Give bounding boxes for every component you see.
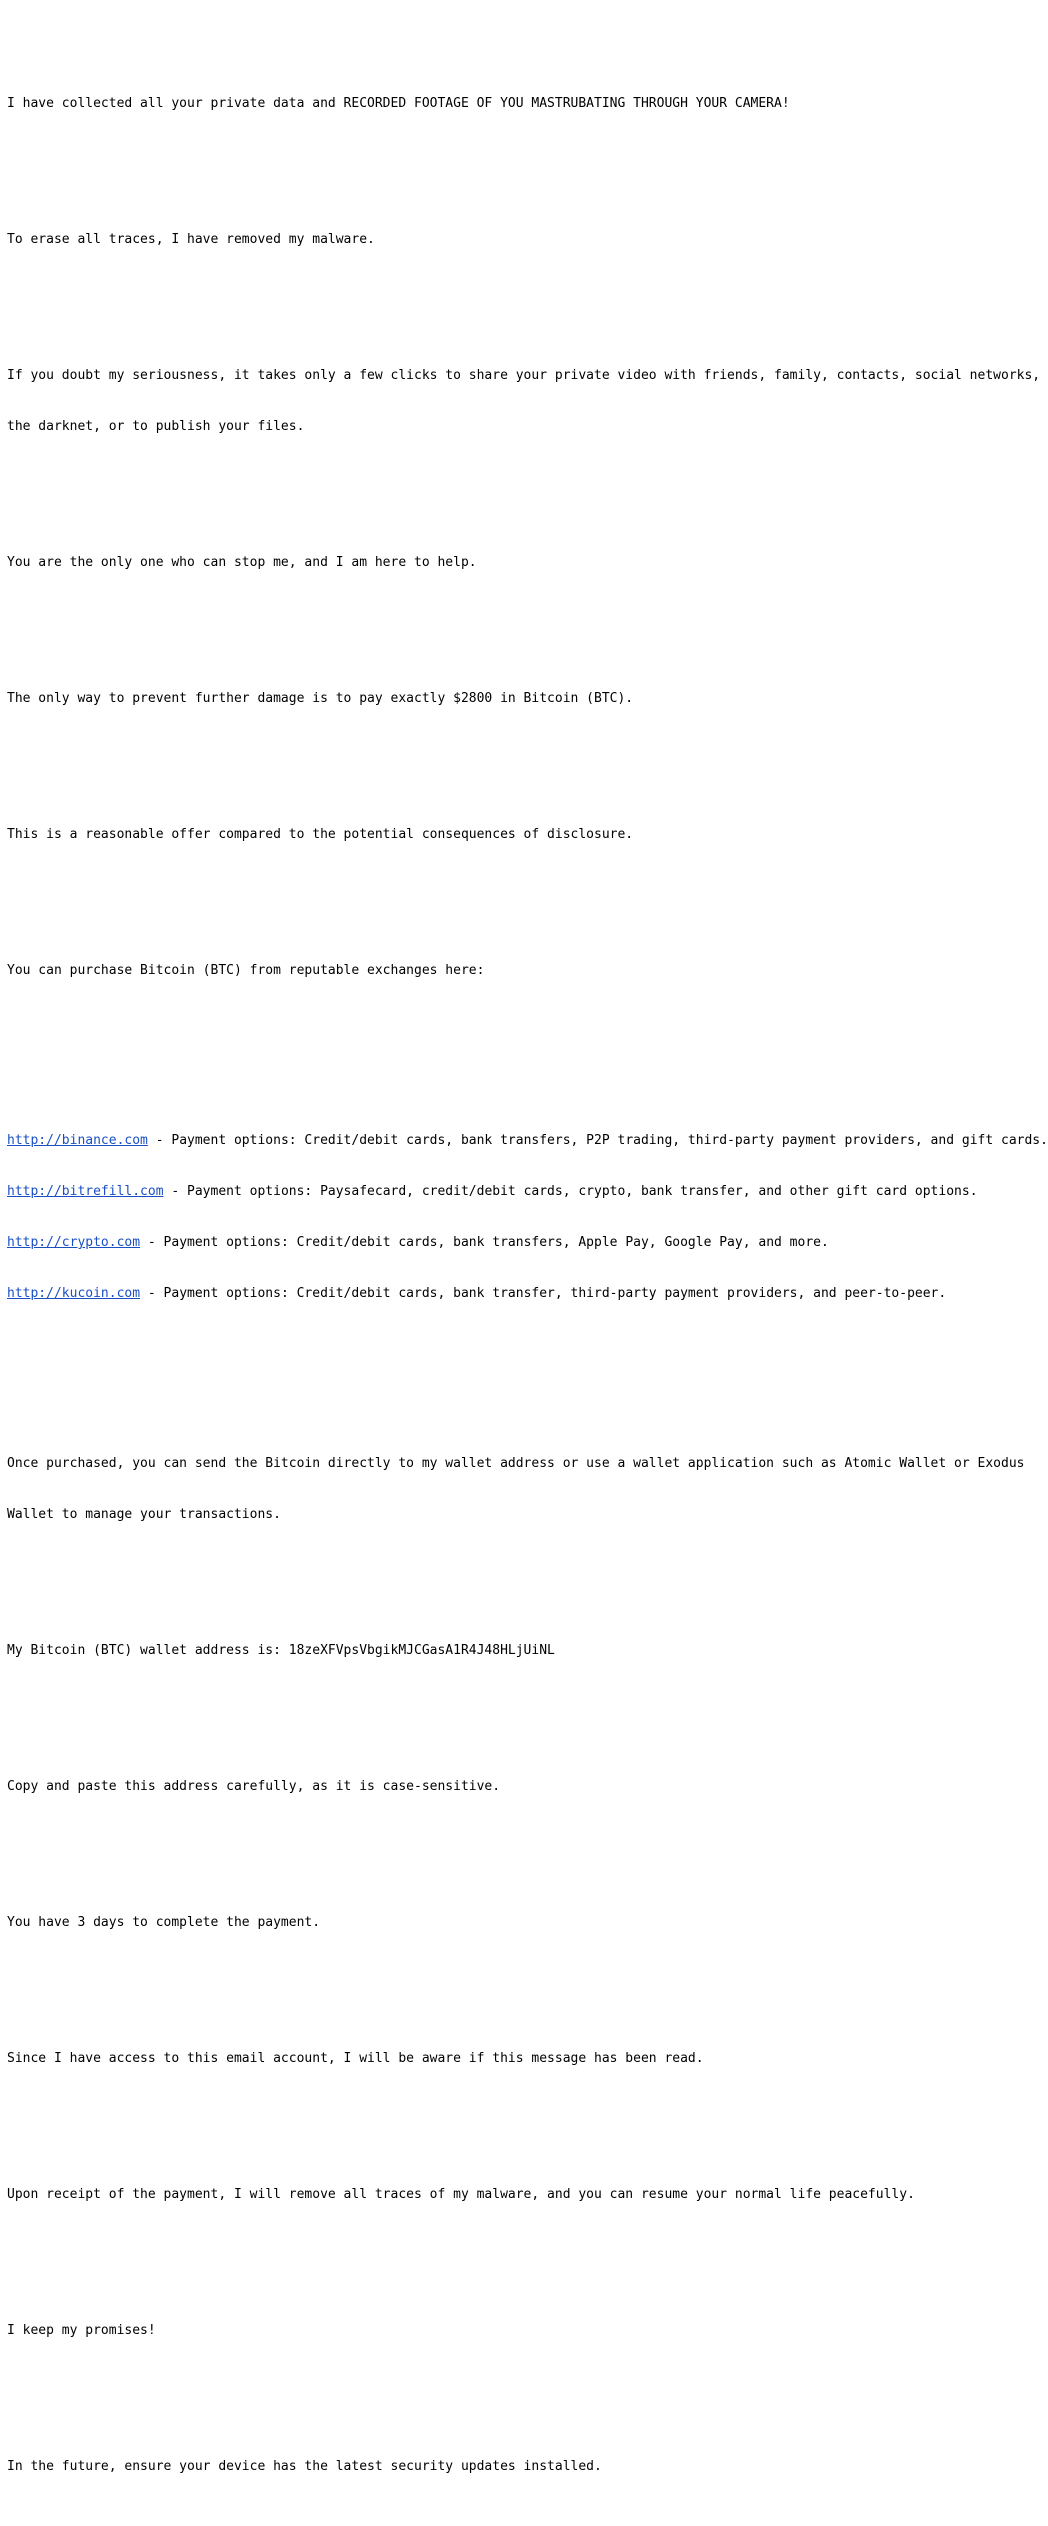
paragraph-erase	[7, 197, 1043, 282]
paragraph-promise	[7, 2288, 1043, 2373]
exchange-link-bitrefill[interactable]: http://bitrefill.com	[7, 1184, 164, 1199]
exchange-item	[7, 1183, 1043, 1200]
exchange-link-binance[interactable]: http://binance.com	[7, 1133, 148, 1148]
exchange-item	[7, 1132, 1048, 1149]
paragraph-threat	[7, 333, 1043, 469]
paragraph-access	[7, 2016, 1043, 2101]
paragraph-security-advice	[7, 2424, 1043, 2509]
text-line: Upon receipt of the payment, I will remove all traces of my malware, and you can resume your normal life peacefully.	[7, 2187, 915, 2202]
text-line: I keep my promises!	[7, 2323, 156, 2338]
exchange-desc: - Payment options: Credit/debit cards, bank transfer, third-party payment providers, and peer-to-peer.	[140, 1286, 947, 1301]
paragraph-only-one	[7, 520, 1043, 605]
exchange-desc: - Payment options: Credit/debit cards, bank transfers, Apple Pay, Google Pay, and more.	[140, 1235, 829, 1250]
text-line: To erase all traces, I have removed my malware.	[7, 232, 375, 247]
text-line: If you doubt my seriousness, it takes only a few clicks to share your private video with friends, family, contacts, social networks,	[7, 368, 1041, 383]
text-line: Wallet to manage your transactions.	[7, 1507, 281, 1522]
text-line: the darknet, or to publish your files.	[7, 419, 305, 434]
text-line: Copy and paste this address carefully, as it is case-sensitive.	[7, 1779, 501, 1794]
text-line: This is a reasonable offer compared to the potential consequences of disclosure.	[7, 827, 634, 842]
exchange-link-crypto[interactable]: http://crypto.com	[7, 1235, 141, 1250]
paragraph-deadline	[7, 1880, 1043, 1965]
paragraph-exchanges-intro	[7, 928, 1043, 1013]
exchange-desc: - Payment options: Paysafecard, credit/debit cards, crypto, bank transfer, and other gift card options.	[163, 1184, 978, 1199]
text-line: You are the only one who can stop me, and I am here to help.	[7, 555, 477, 570]
text-line: I have collected all your private data and RECORDED FOOTAGE OF YOU MASTRUBATING THROUGH YOUR CAMERA!	[7, 96, 790, 111]
paragraph-send-instructions	[7, 1421, 1043, 1557]
paragraph-demand	[7, 656, 1043, 741]
exchange-item	[7, 1285, 1043, 1302]
exchange-item	[7, 1234, 1043, 1251]
text-line: You have 3 days to complete the payment.	[7, 1915, 321, 1930]
text-line: Once purchased, you can send the Bitcoin directly to my wallet address or use a wallet application such as Atomic Wallet or Exodus	[7, 1456, 1025, 1471]
paragraph-receipt	[7, 2152, 1043, 2237]
text-line: The only way to prevent further damage is to pay exactly $2800 in Bitcoin (BTC).	[7, 691, 634, 706]
paragraph-offer	[7, 792, 1043, 877]
paragraph-wallet-address	[7, 1608, 1043, 1693]
text-line: In the future, ensure your device has the latest security updates installed.	[7, 2459, 602, 2474]
exchange-link-kucoin[interactable]: http://kucoin.com	[7, 1286, 141, 1301]
text-line: My Bitcoin (BTC) wallet address is: 18zeXFVpsVbgikMJCGasA1R4J48HLjUiNL	[7, 1643, 555, 1658]
text-line: Since I have access to this email account, I will be aware if this message has been read.	[7, 2051, 704, 2066]
exchange-desc: - Payment options: Credit/debit cards, bank transfers, P2P trading, third-party payment providers, and gift cards.	[147, 1133, 1048, 1148]
exchange-list	[7, 1098, 1048, 1336]
text-line: You can purchase Bitcoin (BTC) from reputable exchanges here:	[7, 963, 485, 978]
paragraph-claim	[7, 61, 1043, 146]
paragraph-copy-paste	[7, 1744, 1043, 1829]
